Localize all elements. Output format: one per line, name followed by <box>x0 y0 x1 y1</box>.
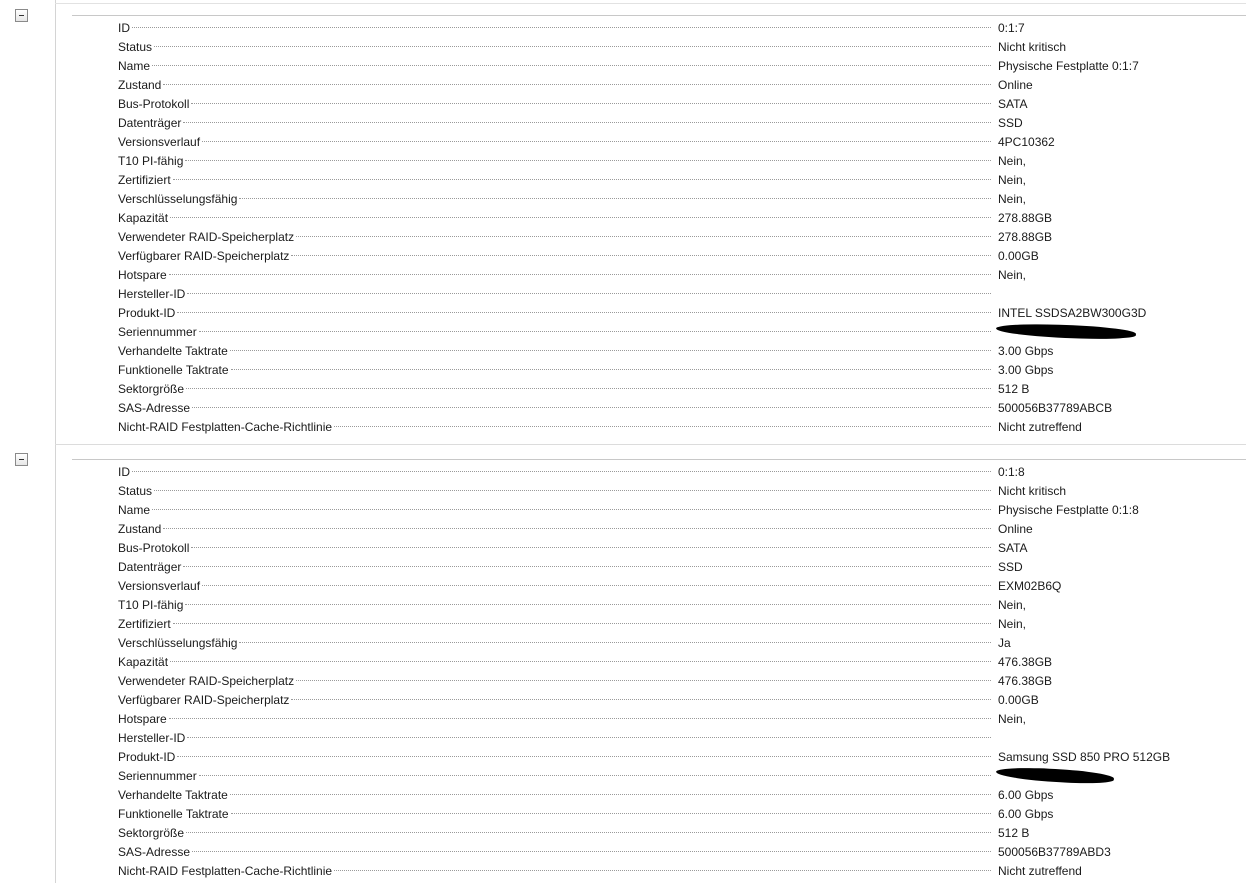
property-value: 500056B37789ABCB <box>998 401 1113 415</box>
property-label-wrap <box>118 76 993 95</box>
dot-leader <box>177 312 991 313</box>
property-value: 512 B <box>998 826 1030 840</box>
property-row <box>118 76 1238 95</box>
dot-leader <box>334 870 991 871</box>
property-value: Nein, <box>998 598 1027 612</box>
property-value: 3.00 Gbps <box>998 363 1054 377</box>
dot-leader <box>170 217 991 218</box>
property-label: Funktionelle Taktrate <box>118 363 229 377</box>
property-row <box>118 767 1238 786</box>
redaction-mark <box>996 766 1115 785</box>
redaction-mark <box>996 323 1136 341</box>
property-row <box>118 729 1238 748</box>
property-row <box>118 482 1238 501</box>
dot-leader <box>202 141 991 142</box>
property-value: EXM02B6Q <box>998 579 1062 593</box>
property-label: Hotspare <box>118 268 167 282</box>
property-value: 476.38GB <box>998 674 1053 688</box>
property-value: 278.88GB <box>998 230 1053 244</box>
property-label-wrap <box>118 57 993 76</box>
dot-leader <box>132 471 991 472</box>
property-label-wrap <box>118 247 993 266</box>
property-label: Bus-Protokoll <box>118 97 190 111</box>
property-value: SATA <box>998 97 1028 111</box>
property-value: Nicht kritisch <box>998 484 1067 498</box>
property-label: Hersteller-ID <box>118 287 186 301</box>
property-label-wrap <box>118 304 993 323</box>
property-label-wrap <box>118 558 993 577</box>
property-label-wrap <box>118 399 993 418</box>
property-label: Verwendeter RAID-Speicherplatz <box>118 674 295 688</box>
property-label: Funktionelle Taktrate <box>118 807 229 821</box>
dot-leader <box>154 490 991 491</box>
property-value: Samsung SSD 850 PRO 512GB <box>998 750 1171 764</box>
property-row <box>118 672 1238 691</box>
property-label-wrap <box>118 463 993 482</box>
property-value: 3.00 Gbps <box>998 344 1054 358</box>
property-row <box>118 558 1238 577</box>
property-label-wrap <box>118 843 993 862</box>
property-row <box>118 323 1238 342</box>
property-label-wrap <box>118 209 993 228</box>
property-value: Physische Festplatte 0:1:7 <box>998 59 1139 73</box>
property-value: 0.00GB <box>998 249 1039 263</box>
dot-leader <box>187 293 991 294</box>
property-label: Sektorgröße <box>118 382 185 396</box>
property-label: Name <box>118 59 151 73</box>
disk-section <box>0 444 1246 884</box>
dot-leader <box>231 369 991 370</box>
property-label-wrap <box>118 520 993 539</box>
property-label: Hersteller-ID <box>118 731 186 745</box>
property-label: Hotspare <box>118 712 167 726</box>
dot-leader <box>185 160 991 161</box>
property-label: Sektorgröße <box>118 826 185 840</box>
property-row <box>118 824 1238 843</box>
property-row <box>118 95 1238 114</box>
property-label: ID <box>118 465 130 479</box>
property-row <box>118 285 1238 304</box>
property-label-wrap <box>118 729 993 748</box>
property-row <box>118 342 1238 361</box>
section-header-line <box>72 459 1246 460</box>
property-label-wrap <box>118 266 993 285</box>
property-label: Seriennummer <box>118 769 197 783</box>
property-value: 0:1:7 <box>998 21 1025 35</box>
dot-leader <box>152 65 991 66</box>
dot-leader <box>199 775 991 776</box>
property-label: Verschlüsselungsfähig <box>118 192 238 206</box>
property-label-wrap <box>118 361 993 380</box>
property-label-wrap <box>118 152 993 171</box>
dot-leader <box>169 274 991 275</box>
disk-section <box>0 0 1246 440</box>
property-value: Nicht zutreffend <box>998 864 1082 878</box>
property-label: Produkt-ID <box>118 306 176 320</box>
property-label: T10 PI-fähig <box>118 154 184 168</box>
property-value: Nein, <box>998 712 1027 726</box>
dot-leader <box>192 407 991 408</box>
property-value: 6.00 Gbps <box>998 807 1054 821</box>
property-row <box>118 615 1238 634</box>
property-value: SSD <box>998 116 1023 130</box>
property-label-wrap <box>118 133 993 152</box>
dot-leader <box>202 585 991 586</box>
property-row <box>118 805 1238 824</box>
dot-leader <box>239 642 991 643</box>
property-label-wrap <box>118 539 993 558</box>
property-label-wrap <box>118 691 993 710</box>
dot-leader <box>187 737 991 738</box>
property-value: 278.88GB <box>998 211 1053 225</box>
property-value: 500056B37789ABD3 <box>998 845 1111 859</box>
dot-leader <box>132 27 991 28</box>
dot-leader <box>230 350 991 351</box>
dot-leader <box>169 718 991 719</box>
property-value: 476.38GB <box>998 655 1053 669</box>
property-label-wrap <box>118 285 993 304</box>
property-row <box>118 190 1238 209</box>
property-row <box>118 171 1238 190</box>
property-row <box>118 539 1238 558</box>
property-label-wrap <box>118 805 993 824</box>
section-divider <box>55 444 1246 445</box>
property-label-wrap <box>118 596 993 615</box>
dot-leader <box>173 623 991 624</box>
property-row <box>118 577 1238 596</box>
property-row <box>118 266 1238 285</box>
dot-leader <box>170 661 991 662</box>
property-label-wrap <box>118 672 993 691</box>
property-row <box>118 399 1238 418</box>
property-value: Nein, <box>998 268 1027 282</box>
property-label: Datenträger <box>118 560 182 574</box>
property-value: Nicht kritisch <box>998 40 1067 54</box>
property-value: Nicht zutreffend <box>998 420 1082 434</box>
property-row <box>118 653 1238 672</box>
dot-leader <box>291 255 991 256</box>
dot-leader <box>186 388 991 389</box>
property-row <box>118 38 1238 57</box>
dot-leader <box>231 813 991 814</box>
property-value: Nein, <box>998 173 1027 187</box>
property-label-wrap <box>118 228 993 247</box>
dot-leader <box>199 331 991 332</box>
property-label: Kapazität <box>118 211 169 225</box>
property-label: T10 PI-fähig <box>118 598 184 612</box>
property-row <box>118 361 1238 380</box>
property-row <box>118 786 1238 805</box>
dot-leader <box>192 851 991 852</box>
dot-leader <box>177 756 991 757</box>
property-label: Kapazität <box>118 655 169 669</box>
property-label: Verhandelte Taktrate <box>118 344 228 358</box>
property-row <box>118 247 1238 266</box>
property-value: SATA <box>998 541 1028 555</box>
property-label-wrap <box>118 418 993 437</box>
section-header-line <box>72 15 1246 16</box>
property-label-wrap <box>118 114 993 133</box>
property-label: Versionsverlauf <box>118 579 201 593</box>
property-value: Online <box>998 522 1033 536</box>
dot-leader <box>183 122 991 123</box>
property-label-wrap <box>118 577 993 596</box>
property-row <box>118 114 1238 133</box>
property-label-wrap <box>118 634 993 653</box>
property-value: 6.00 Gbps <box>998 788 1054 802</box>
dot-leader <box>239 198 991 199</box>
dot-leader <box>163 528 991 529</box>
property-label-wrap <box>118 862 993 881</box>
property-label: Zustand <box>118 78 162 92</box>
dot-leader <box>152 509 991 510</box>
property-label-wrap <box>118 615 993 634</box>
property-value: Online <box>998 78 1033 92</box>
property-row <box>118 843 1238 862</box>
property-value: SSD <box>998 560 1023 574</box>
dot-leader <box>191 103 991 104</box>
property-value: INTEL SSDSA2BW300G3D <box>998 306 1147 320</box>
property-value: 0.00GB <box>998 693 1039 707</box>
property-label-wrap <box>118 171 993 190</box>
property-row <box>118 596 1238 615</box>
property-label-wrap <box>118 786 993 805</box>
dot-leader <box>296 236 991 237</box>
property-label-wrap <box>118 824 993 843</box>
dot-leader <box>230 794 991 795</box>
dot-leader <box>334 426 991 427</box>
property-label-wrap <box>118 501 993 520</box>
property-label-wrap <box>118 482 993 501</box>
property-value: 0:1:8 <box>998 465 1025 479</box>
property-label: Zustand <box>118 522 162 536</box>
property-label: Bus-Protokoll <box>118 541 190 555</box>
dot-leader <box>173 179 991 180</box>
property-label-wrap <box>118 748 993 767</box>
property-label: Verfügbarer RAID-Speicherplatz <box>118 249 290 263</box>
dot-leader <box>154 46 991 47</box>
collapse-toggle-icon[interactable] <box>15 453 28 466</box>
property-value: 4PC10362 <box>998 135 1055 149</box>
dot-leader <box>185 604 991 605</box>
property-label-wrap <box>118 380 993 399</box>
property-label: SAS-Adresse <box>118 845 191 859</box>
dot-leader <box>163 84 991 85</box>
property-label: Verschlüsselungsfähig <box>118 636 238 650</box>
property-label-wrap <box>118 190 993 209</box>
property-value: Nein, <box>998 154 1027 168</box>
property-row <box>118 57 1238 76</box>
property-value: Ja <box>998 636 1011 650</box>
property-label: Seriennummer <box>118 325 197 339</box>
property-value: 512 B <box>998 382 1030 396</box>
property-row <box>118 418 1238 437</box>
property-row <box>118 501 1238 520</box>
dot-leader <box>291 699 991 700</box>
property-label-wrap <box>118 323 993 342</box>
property-label: Name <box>118 503 151 517</box>
property-row <box>118 380 1238 399</box>
property-label-wrap <box>118 342 993 361</box>
property-label-wrap <box>118 653 993 672</box>
property-label-wrap <box>118 710 993 729</box>
property-label-wrap <box>118 95 993 114</box>
property-row <box>118 304 1238 323</box>
property-label: Produkt-ID <box>118 750 176 764</box>
property-label: Zertifiziert <box>118 617 171 631</box>
property-label: Verhandelte Taktrate <box>118 788 228 802</box>
property-label: SAS-Adresse <box>118 401 191 415</box>
property-label: Nicht-RAID Festplatten-Cache-Richtlinie <box>118 864 333 878</box>
property-label: Verwendeter RAID-Speicherplatz <box>118 230 295 244</box>
property-label: Datenträger <box>118 116 182 130</box>
property-value: Nein, <box>998 192 1027 206</box>
property-value: Nein, <box>998 617 1027 631</box>
property-row <box>118 634 1238 653</box>
dot-leader <box>183 566 991 567</box>
property-label: Verfügbarer RAID-Speicherplatz <box>118 693 290 707</box>
property-label: Status <box>118 484 153 498</box>
property-label: Status <box>118 40 153 54</box>
property-label: ID <box>118 21 130 35</box>
property-row <box>118 133 1238 152</box>
dot-leader <box>191 547 991 548</box>
property-label: Zertifiziert <box>118 173 171 187</box>
property-row <box>118 209 1238 228</box>
property-row <box>118 19 1238 38</box>
property-label-wrap <box>118 767 993 786</box>
property-value: Physische Festplatte 0:1:8 <box>998 503 1139 517</box>
property-label: Versionsverlauf <box>118 135 201 149</box>
property-label-wrap <box>118 19 993 38</box>
dot-leader <box>296 680 991 681</box>
property-row <box>118 520 1238 539</box>
property-label-wrap <box>118 38 993 57</box>
property-row <box>118 228 1238 247</box>
collapse-toggle-icon[interactable] <box>15 9 28 22</box>
property-row <box>118 748 1238 767</box>
property-row <box>118 152 1238 171</box>
dot-leader <box>186 832 991 833</box>
property-label: Nicht-RAID Festplatten-Cache-Richtlinie <box>118 420 333 434</box>
property-row <box>118 710 1238 729</box>
property-row <box>118 463 1238 482</box>
property-row <box>118 862 1238 881</box>
property-row <box>118 691 1238 710</box>
